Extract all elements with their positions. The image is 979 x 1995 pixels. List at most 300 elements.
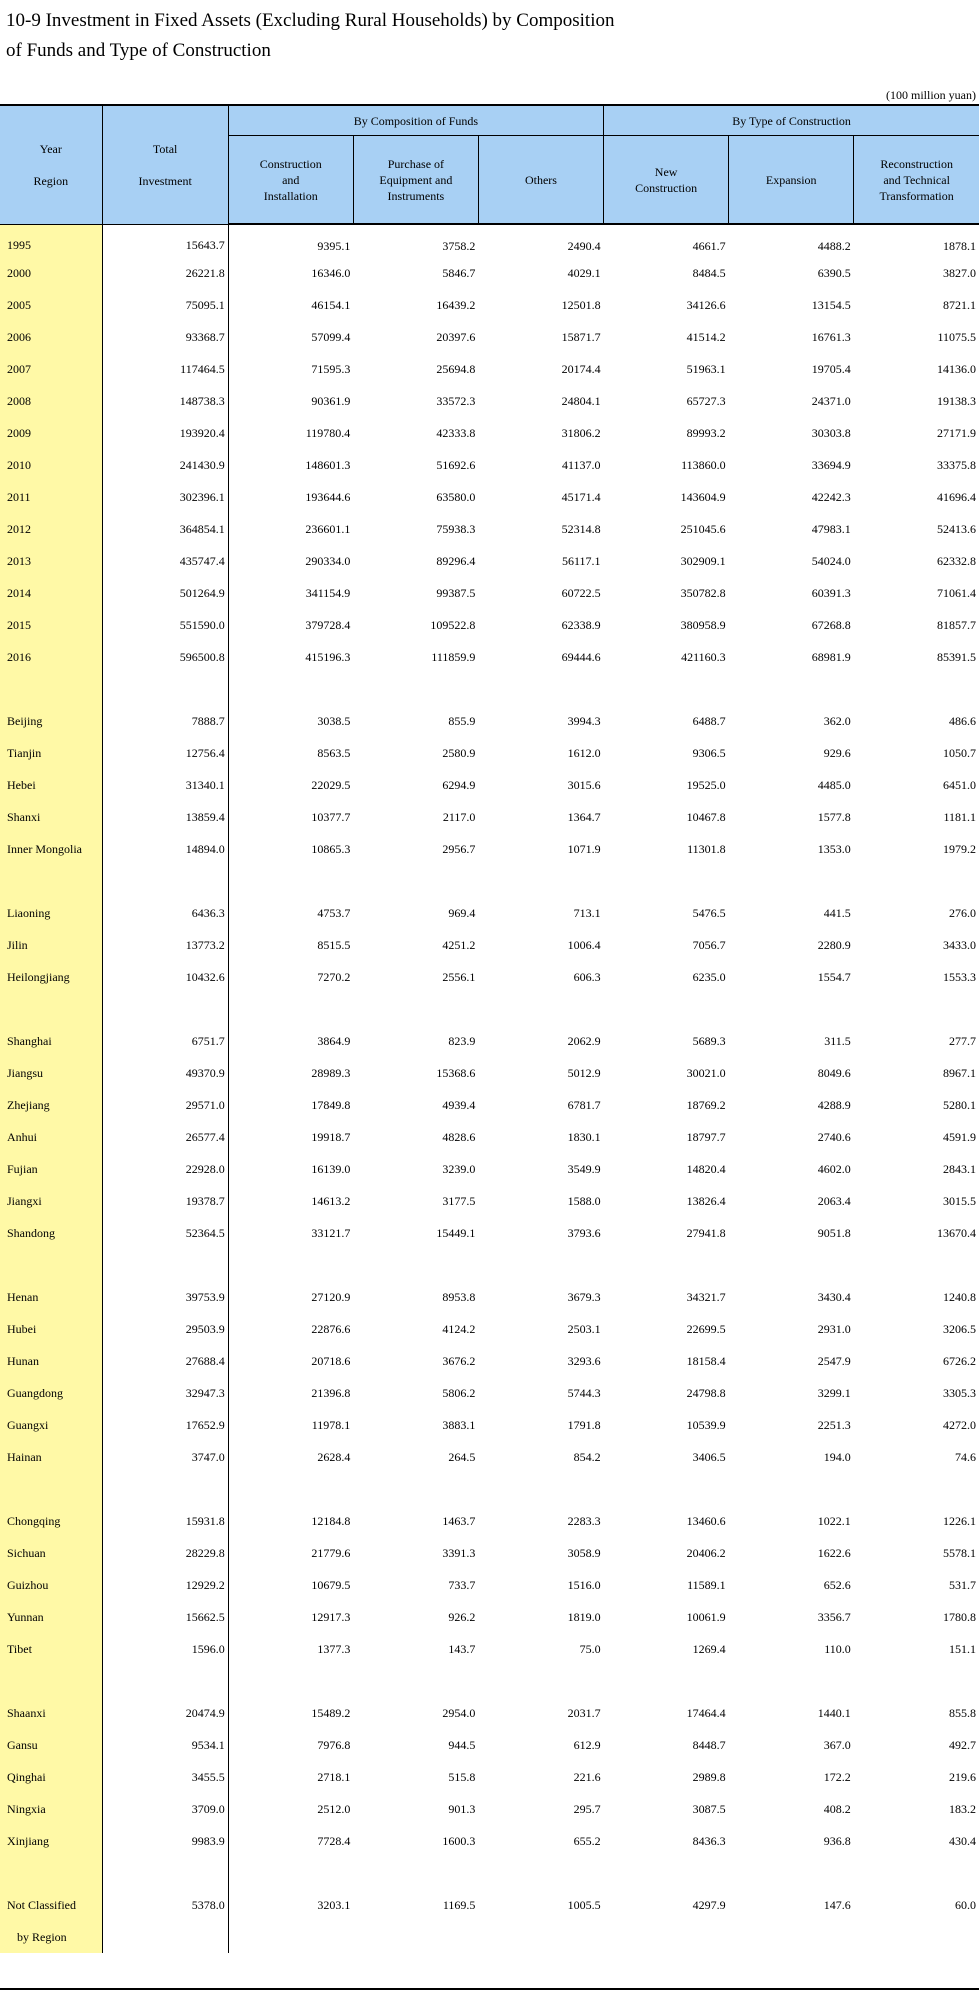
header-construction-installation xyxy=(228,136,353,225)
cell-value: 364854.1 xyxy=(102,513,228,545)
region-row xyxy=(0,1281,979,1313)
region-row xyxy=(0,1409,979,1441)
region-row xyxy=(0,929,979,961)
cell-value: 4753.7 xyxy=(317,905,351,920)
row-label: Hunan xyxy=(0,1345,102,1377)
spacer-cell xyxy=(478,865,603,897)
cell-value: 15489.2 xyxy=(311,1705,351,1720)
header-total-2: Investment xyxy=(138,173,192,188)
cell-value: 1463.7 xyxy=(442,1513,476,1528)
cell-value: 430.4 xyxy=(949,1833,976,1848)
cell-value: 22876.6 xyxy=(311,1321,351,1336)
cell-value: 193644.6 xyxy=(305,489,351,504)
cell-value: 12917.3 xyxy=(311,1609,351,1624)
row-label: Heilongjiang xyxy=(0,961,102,993)
cell-value: 4485.0 xyxy=(817,777,851,792)
title-line-2: of Funds and Type of Construction xyxy=(6,40,271,61)
row-label: Not Classified xyxy=(0,1889,102,1921)
cell-value: 1005.5 xyxy=(567,1897,601,1912)
cell-value: 3709.0 xyxy=(102,1793,228,1825)
cell-value: 67268.8 xyxy=(811,617,851,632)
cell-value: 236601.1 xyxy=(305,521,351,536)
cell-value: 2547.9 xyxy=(817,1353,851,1368)
cell-value: 1979.2 xyxy=(943,841,976,856)
spacer-cell xyxy=(604,1473,729,1505)
header-reconstruction-line: and Technical xyxy=(883,172,950,187)
cell-value: 10865.3 xyxy=(311,841,351,856)
cell-value: 1440.1 xyxy=(817,1705,851,1720)
cell-value: 13773.2 xyxy=(102,929,228,961)
cell-value: 501264.9 xyxy=(102,577,228,609)
region-row xyxy=(0,1441,979,1473)
spacer-cell xyxy=(228,865,353,897)
row-label: Gansu xyxy=(0,1729,102,1761)
cell-value: 4288.9 xyxy=(817,1097,851,1112)
cell-value: 302396.1 xyxy=(102,481,228,513)
cell-value: 1553.3 xyxy=(943,969,976,984)
cell-value: 29503.9 xyxy=(102,1313,228,1345)
spacer-row xyxy=(0,993,979,1025)
cell-value: 290334.0 xyxy=(305,553,351,568)
cell-value: 20397.6 xyxy=(436,329,476,344)
spacer-row xyxy=(0,1473,979,1505)
spacer-cell xyxy=(854,1857,979,1889)
cell-value: 19138.3 xyxy=(937,393,976,408)
cell-value: 12756.4 xyxy=(102,737,228,769)
header-construction-installation-line: Installation xyxy=(263,188,318,203)
cell-value: 969.4 xyxy=(448,905,476,920)
header-expansion xyxy=(729,136,854,225)
cell-value: 1071.9 xyxy=(567,841,601,856)
title-line-1: 10-9 Investment in Fixed Assets (Excluding Rural Households) by Composition xyxy=(6,10,615,31)
spacer-cell xyxy=(353,993,478,1025)
cell-value: 41696.4 xyxy=(937,489,976,504)
year-row xyxy=(0,513,979,545)
cell-value: 33572.3 xyxy=(436,393,476,408)
cell-value: 2117.0 xyxy=(442,809,476,824)
cell-value: 20406.2 xyxy=(686,1545,726,1560)
spacer-cell xyxy=(0,1857,102,1889)
cell-value: 415196.3 xyxy=(305,649,351,664)
spacer-cell xyxy=(228,993,353,1025)
year-row xyxy=(0,545,979,577)
cell-value: 8448.7 xyxy=(692,1737,726,1752)
cell-value: 2503.1 xyxy=(567,1321,601,1336)
cell-value: 52413.6 xyxy=(937,521,976,536)
row-label: Tibet xyxy=(0,1633,102,1665)
cell-value: 33375.8 xyxy=(937,457,976,472)
cell-value: 7270.2 xyxy=(317,969,351,984)
row-label: 2009 xyxy=(0,417,102,449)
cell-value: 4297.9 xyxy=(692,1897,726,1912)
spacer-cell xyxy=(353,1249,478,1281)
row-label: Xinjiang xyxy=(0,1825,102,1857)
cell-value: 74.6 xyxy=(955,1449,976,1464)
year-row xyxy=(0,481,979,513)
investment-table xyxy=(0,104,979,1953)
cell-value: 10539.9 xyxy=(686,1417,726,1432)
row-label: Yunnan xyxy=(0,1601,102,1633)
cell-value: 16439.2 xyxy=(436,297,476,312)
cell-value: 1169.5 xyxy=(442,1897,476,1912)
row-label: Anhui xyxy=(0,1121,102,1153)
spacer-row xyxy=(0,1857,979,1889)
cell-value: 606.3 xyxy=(573,969,601,984)
header-construction-installation-line: Construction xyxy=(259,156,322,171)
cell-value: 2556.1 xyxy=(442,969,476,984)
cell-value: 11978.1 xyxy=(311,1417,351,1432)
header-group-type: By Type of Construction xyxy=(604,105,979,136)
spacer-cell xyxy=(729,673,854,705)
cell-value: 311.5 xyxy=(824,1033,851,1048)
cell-value: 486.6 xyxy=(949,713,976,728)
cell-value: 3203.1 xyxy=(317,1897,351,1912)
cell-value: 6235.0 xyxy=(692,969,726,984)
cell-value: 8436.3 xyxy=(692,1833,726,1848)
cell-value: 421160.3 xyxy=(681,649,726,664)
row-label: Fujian xyxy=(0,1153,102,1185)
cell-value: 3305.3 xyxy=(943,1385,976,1400)
cell-value: 27941.8 xyxy=(686,1225,726,1240)
cell-value: 9395.1 xyxy=(317,238,351,253)
spacer-row xyxy=(0,1665,979,1697)
cell-value: 379728.4 xyxy=(305,617,351,632)
cell-value: 5806.2 xyxy=(442,1385,476,1400)
region-row xyxy=(0,1217,979,1249)
region-row xyxy=(0,1057,979,1089)
cell-value: 5280.1 xyxy=(943,1097,976,1112)
cell-value: 6781.7 xyxy=(567,1097,601,1112)
row-label: Liaoning xyxy=(0,897,102,929)
row-label: Shandong xyxy=(0,1217,102,1249)
cell-value: 17464.4 xyxy=(686,1705,726,1720)
cell-value: 2740.6 xyxy=(817,1129,851,1144)
cell-value: 1577.8 xyxy=(817,809,851,824)
cell-value: 302909.1 xyxy=(680,553,726,568)
cell-value: 3994.3 xyxy=(567,713,601,728)
empty-cell xyxy=(478,1921,603,1953)
cell-value: 9306.5 xyxy=(692,745,726,760)
cell-value: 8967.1 xyxy=(943,1065,976,1080)
cell-value: 24371.0 xyxy=(811,393,851,408)
region-row xyxy=(0,769,979,801)
cell-value: 7976.8 xyxy=(317,1737,351,1752)
spacer-cell xyxy=(478,1473,603,1505)
cell-value: 1612.0 xyxy=(567,745,601,760)
cell-value: 13154.5 xyxy=(811,297,851,312)
cell-value: 3206.5 xyxy=(943,1321,976,1336)
cell-value: 16139.0 xyxy=(311,1161,351,1176)
cell-value: 17849.8 xyxy=(311,1097,351,1112)
cell-value: 14613.2 xyxy=(311,1193,351,1208)
cell-value: 51963.1 xyxy=(686,361,726,376)
row-label: 2007 xyxy=(0,353,102,385)
cell-value: 2718.1 xyxy=(317,1769,351,1784)
spacer-cell xyxy=(0,993,102,1025)
region-row xyxy=(0,1697,979,1729)
row-label: 2014 xyxy=(0,577,102,609)
row-label: 2005 xyxy=(0,289,102,321)
cell-value: 3406.5 xyxy=(692,1449,726,1464)
cell-value: 655.2 xyxy=(573,1833,601,1848)
cell-value: 241430.9 xyxy=(102,449,228,481)
cell-value: 46154.1 xyxy=(311,297,351,312)
spacer-cell xyxy=(478,1665,603,1697)
cell-value: 612.9 xyxy=(573,1737,601,1752)
year-row xyxy=(0,641,979,673)
cell-value: 4602.0 xyxy=(817,1161,851,1176)
spacer-cell xyxy=(604,1857,729,1889)
cell-value: 34126.6 xyxy=(686,297,726,312)
cell-value: 3883.1 xyxy=(442,1417,476,1432)
cell-value: 8563.5 xyxy=(317,745,351,760)
cell-value: 119780.4 xyxy=(305,425,351,440)
cell-value: 441.5 xyxy=(823,905,851,920)
cell-value: 117464.5 xyxy=(102,353,228,385)
cell-value: 13826.4 xyxy=(686,1193,726,1208)
cell-value: 1554.7 xyxy=(817,969,851,984)
spacer-cell xyxy=(228,1665,353,1697)
row-label: Chongqing xyxy=(0,1505,102,1537)
spacer-row xyxy=(0,673,979,705)
cell-value: 21779.6 xyxy=(311,1545,351,1560)
cell-value: 6390.5 xyxy=(817,265,851,280)
spacer-cell xyxy=(604,1665,729,1697)
cell-value: 109522.8 xyxy=(430,617,476,632)
cell-value: 2490.4 xyxy=(567,238,601,253)
spacer-cell xyxy=(0,1665,102,1697)
spacer-cell xyxy=(353,865,478,897)
cell-value: 33121.7 xyxy=(311,1225,351,1240)
region-row xyxy=(0,833,979,865)
cell-value: 12184.8 xyxy=(311,1513,351,1528)
cell-value: 19705.4 xyxy=(811,361,851,376)
cell-value: 16761.3 xyxy=(811,329,851,344)
cell-value: 41137.0 xyxy=(562,457,601,472)
cell-value: 2512.0 xyxy=(317,1801,351,1816)
header-total-1: Total xyxy=(152,141,178,156)
cell-value: 2628.4 xyxy=(317,1449,351,1464)
cell-value: 9534.1 xyxy=(102,1729,228,1761)
cell-value: 85391.5 xyxy=(937,649,976,664)
cell-value: 63580.0 xyxy=(436,489,476,504)
cell-value: 41514.2 xyxy=(686,329,726,344)
cell-value: 2063.4 xyxy=(817,1193,851,1208)
cell-value: 24804.1 xyxy=(561,393,601,408)
cell-value: 16346.0 xyxy=(311,265,351,280)
cell-value: 42242.3 xyxy=(811,489,851,504)
cell-value: 295.7 xyxy=(573,1801,601,1816)
region-row xyxy=(0,1313,979,1345)
year-row xyxy=(0,353,979,385)
cell-value: 1780.8 xyxy=(943,1609,976,1624)
cell-value: 3299.1 xyxy=(817,1385,851,1400)
region-row xyxy=(0,1153,979,1185)
row-label: Ningxia xyxy=(0,1793,102,1825)
cell-value: 14136.0 xyxy=(937,361,976,376)
cell-value: 194.0 xyxy=(823,1449,851,1464)
cell-value: 1022.1 xyxy=(817,1513,851,1528)
row-label: Guizhou xyxy=(0,1569,102,1601)
spacer-cell xyxy=(729,865,854,897)
region-row xyxy=(0,1345,979,1377)
cell-value: 111859.9 xyxy=(431,649,476,664)
year-row xyxy=(0,385,979,417)
cell-value: 11589.1 xyxy=(687,1577,726,1592)
cell-value: 3015.5 xyxy=(943,1193,976,1208)
page-title xyxy=(6,6,966,66)
row-label: Tianjin xyxy=(0,737,102,769)
cell-value: 4251.2 xyxy=(442,937,476,952)
cell-value: 3239.0 xyxy=(442,1161,476,1176)
region-row xyxy=(0,1121,979,1153)
cell-value: 13670.4 xyxy=(937,1225,976,1240)
spacer-cell xyxy=(102,865,228,897)
cell-value: 27171.9 xyxy=(937,425,976,440)
cell-value: 52314.8 xyxy=(561,521,601,536)
row-label: 2013 xyxy=(0,545,102,577)
cell-value: 148601.3 xyxy=(305,457,351,472)
cell-value: 350782.8 xyxy=(680,585,726,600)
header-reconstruction-line: Reconstruction xyxy=(880,156,953,171)
cell-value: 8049.6 xyxy=(817,1065,851,1080)
cell-value: 11301.8 xyxy=(687,841,726,856)
region-row xyxy=(0,1377,979,1409)
cell-value: 148738.3 xyxy=(102,385,228,417)
cell-value: 75095.1 xyxy=(102,289,228,321)
cell-value: 2031.7 xyxy=(567,1705,601,1720)
cell-value: 143.7 xyxy=(448,1641,476,1656)
cell-value: 68981.9 xyxy=(811,649,851,664)
cell-value: 12929.2 xyxy=(102,1569,228,1601)
row-label: 2015 xyxy=(0,609,102,641)
cell-value: 10432.6 xyxy=(102,961,228,993)
cell-value: 75.0 xyxy=(579,1641,601,1656)
cell-value: 9051.8 xyxy=(817,1225,851,1240)
cell-value: 22699.5 xyxy=(686,1321,726,1336)
region-row xyxy=(0,737,979,769)
row-label: Hainan xyxy=(0,1441,102,1473)
row-label: 1995 xyxy=(0,224,102,257)
cell-value: 652.6 xyxy=(823,1577,851,1592)
spacer-cell xyxy=(102,673,228,705)
cell-value: 22029.5 xyxy=(311,777,351,792)
header-new-construction xyxy=(604,136,729,225)
row-label: Beijing xyxy=(0,705,102,737)
cell-value: 1830.1 xyxy=(567,1129,601,1144)
spacer-cell xyxy=(0,1473,102,1505)
header-construction-installation-line: and xyxy=(282,172,300,187)
cell-value: 1588.0 xyxy=(567,1193,601,1208)
row-label: Zhejiang xyxy=(0,1089,102,1121)
table-header xyxy=(0,105,979,224)
spacer-cell xyxy=(0,1249,102,1281)
cell-value: 5846.7 xyxy=(442,265,476,280)
cell-value: 8484.5 xyxy=(692,265,726,280)
empty-cell xyxy=(102,1921,228,1953)
cell-value: 1600.3 xyxy=(442,1833,476,1848)
cell-value: 854.2 xyxy=(573,1449,601,1464)
cell-value: 6726.2 xyxy=(943,1353,976,1368)
region-row xyxy=(0,1825,979,1857)
cell-value: 20718.6 xyxy=(311,1353,351,1368)
cell-value: 901.3 xyxy=(448,1801,476,1816)
cell-value: 435747.4 xyxy=(102,545,228,577)
spacer-cell xyxy=(729,1665,854,1697)
cell-value: 14820.4 xyxy=(686,1161,726,1176)
cell-value: 531.7 xyxy=(949,1577,976,1592)
row-label: Shanghai xyxy=(0,1025,102,1057)
cell-value: 4488.2 xyxy=(817,238,851,253)
cell-value: 2280.9 xyxy=(817,937,851,952)
row-label: Guangxi xyxy=(0,1409,102,1441)
row-label: Qinghai xyxy=(0,1761,102,1793)
cell-value: 30021.0 xyxy=(686,1065,726,1080)
cell-value: 15931.8 xyxy=(102,1505,228,1537)
cell-value: 3679.3 xyxy=(567,1289,601,1304)
row-label: 2008 xyxy=(0,385,102,417)
region-row xyxy=(0,705,979,737)
cell-value: 9983.9 xyxy=(102,1825,228,1857)
spacer-cell xyxy=(228,673,353,705)
cell-value: 733.7 xyxy=(448,1577,476,1592)
year-row xyxy=(0,417,979,449)
row-label-cont: by Region xyxy=(0,1921,102,1953)
cell-value: 2954.0 xyxy=(442,1705,476,1720)
cell-value: 20474.9 xyxy=(102,1697,228,1729)
cell-value: 39753.9 xyxy=(102,1281,228,1313)
cell-value: 1878.1 xyxy=(943,238,976,253)
cell-value: 8515.5 xyxy=(317,937,351,952)
cell-value: 28229.8 xyxy=(102,1537,228,1569)
cell-value: 19918.7 xyxy=(311,1129,351,1144)
empty-cell xyxy=(854,1921,979,1953)
cell-value: 515.8 xyxy=(448,1769,476,1784)
cell-value: 69444.6 xyxy=(561,649,601,664)
cell-value: 6436.3 xyxy=(102,897,228,929)
spacer-row xyxy=(0,1249,979,1281)
cell-value: 713.1 xyxy=(573,905,601,920)
cell-value: 219.6 xyxy=(949,1769,976,1784)
spacer-cell xyxy=(604,865,729,897)
spacer-cell xyxy=(854,673,979,705)
cell-value: 10377.7 xyxy=(311,809,351,824)
cell-value: 93368.7 xyxy=(102,321,228,353)
region-row xyxy=(0,1537,979,1569)
region-row xyxy=(0,1793,979,1825)
cell-value: 45171.4 xyxy=(561,489,601,504)
cell-value: 75938.3 xyxy=(436,521,476,536)
cell-value: 183.2 xyxy=(949,1801,976,1816)
cell-value: 380958.9 xyxy=(680,617,726,632)
cell-value: 113860.0 xyxy=(681,457,726,472)
cell-value: 71061.4 xyxy=(937,585,976,600)
cell-value: 62332.8 xyxy=(937,553,976,568)
row-label: Jiangsu xyxy=(0,1057,102,1089)
cell-value: 3038.5 xyxy=(317,713,351,728)
spacer-cell xyxy=(228,1473,353,1505)
cell-value: 2283.3 xyxy=(567,1513,601,1528)
cell-value: 33694.9 xyxy=(811,457,851,472)
spacer-cell xyxy=(604,1249,729,1281)
empty-cell xyxy=(729,1921,854,1953)
cell-value: 4029.1 xyxy=(567,265,601,280)
spacer-cell xyxy=(102,993,228,1025)
row-label: Jiangxi xyxy=(0,1185,102,1217)
cell-value: 2956.7 xyxy=(442,841,476,856)
header-year: Year xyxy=(39,141,62,156)
spacer-cell xyxy=(854,865,979,897)
